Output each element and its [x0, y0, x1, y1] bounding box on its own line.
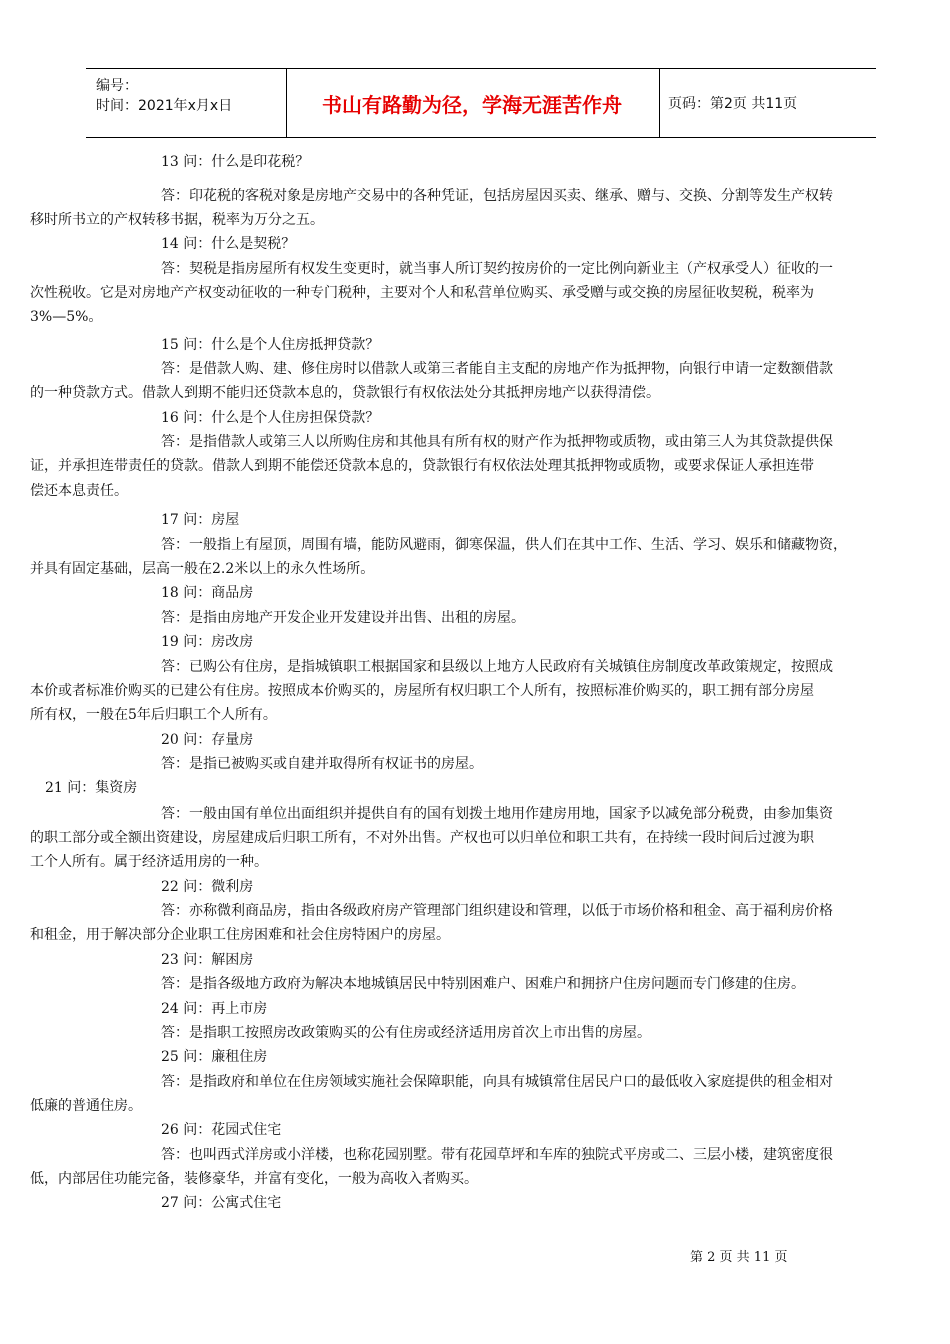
- question-line: 15 问：什么是个人住房抵押贷款？: [161, 337, 380, 353]
- question-line: 17 问：房屋: [161, 512, 240, 528]
- header-meta: [86, 69, 286, 137]
- question-line: 14 问：什么是契税？: [161, 236, 296, 252]
- question-line: 20 问：存量房: [161, 732, 254, 748]
- header-divider-right: [659, 69, 660, 137]
- header-page-number: 页码：第2页 共11页: [668, 96, 798, 112]
- answer-line: 答：已购公有住房，是指城镇职工根据国家和县级以上地方人民政府有关城镇住房制度改革政策规定，按照成: [161, 659, 833, 675]
- answer-line: 答：是指政府和单位在住房领域实施社会保障职能，向具有城镇常住居民户口的最低收入家庭提供的租金相对: [161, 1074, 833, 1090]
- question-line: 23 问：解困房: [161, 952, 254, 968]
- text-line: 低廉的普通住房。: [30, 1098, 142, 1114]
- answer-line: 答：是指已被购买或自建并取得所有权证书的房屋。: [161, 756, 483, 772]
- text-line: 移时所书立的产权转移书据，税率为万分之五。: [30, 212, 324, 228]
- text-line: 的一种贷款方式。借款人到期不能归还贷款本息的，贷款银行有权依法处分其抵押房地产以获得清偿。: [30, 385, 660, 401]
- question-line: 18 问：商品房: [161, 585, 254, 601]
- answer-line: 答：是指职工按照房改政策购买的公有住房或经济适用房首次上市出售的房屋。: [161, 1025, 651, 1041]
- text-line: 的职工部分或全额出资建设，房屋建成后归职工所有，不对外出售。产权也可以归单位和职工共有，在持续一段时间后过渡为职: [30, 830, 814, 846]
- answer-line: 答：契税是指房屋所有权发生变更时，就当事人所订契约按房价的一定比例向新业主（产权承受人）征收的一: [161, 261, 833, 277]
- text-line: 本价或者标准价购买的已建公有住房。按照成本价购买的，房屋所有权归职工个人所有，按照标准价购买的，职工拥有部分房屋: [30, 683, 814, 699]
- text-line: 证，并承担连带责任的贷款。借款人到期不能偿还贷款本息的，贷款银行有权依法处理其抵押物或质物，或要求保证人承担连带: [30, 458, 814, 474]
- text-line: 偿还本息责任。: [30, 483, 128, 499]
- text-line: 低，内部居住功能完备，装修豪华，并富有变化，一般为高收入者购买。: [30, 1171, 478, 1187]
- question-line: 22 问：微利房: [161, 879, 254, 895]
- text-line: 次性税收。它是对房地产产权变动征收的一种专门税种，主要对个人和私营单位购买、承受赠与或交换的房屋征收契税，税率为: [30, 285, 814, 301]
- page-footer: 第 2 页 共 11 页: [690, 1250, 788, 1265]
- text-line: 工个人所有。属于经济适用房的一种。: [30, 854, 268, 870]
- answer-line: 答：也叫西式洋房或小洋楼，也称花园别墅。带有花园草坪和车库的独院式平房或二、三层小楼，建筑密度很: [161, 1147, 833, 1163]
- text-line: 3%—5%。: [30, 309, 103, 325]
- answer-line: 答：是指借款人或第三人以所购住房和其他具有所有权的财产作为抵押物或质物，或由第三人为其贷款提供保: [161, 434, 833, 450]
- header-slogan: 书山有路勤为径，学海无涯苦作舟: [322, 92, 622, 117]
- answer-line: 答：一般指上有屋顶，周围有墙，能防风避雨，御寒保温，供人们在其中工作、生活、学习、娱乐和储藏物资，: [161, 537, 847, 553]
- document-time: 时间：2021年x月x日: [96, 98, 233, 114]
- question-line: 21 问：集资房: [45, 780, 138, 796]
- question-line: 25 问：廉租住房: [161, 1049, 268, 1065]
- question-line: 24 问：再上市房: [161, 1001, 268, 1017]
- answer-line: 答：是指各级地方政府为解决本地城镇居民中特别困难户、困难户和拥挤户住房问题而专门修建的住房。: [161, 976, 805, 992]
- question-line: 16 问：什么是个人住房担保贷款？: [161, 410, 380, 426]
- answer-line: 答：是指由房地产开发企业开发建设并出售、出租的房屋。: [161, 610, 525, 626]
- question-line: 27 问：公寓式住宅: [161, 1195, 282, 1211]
- text-line: 和租金，用于解决部分企业职工住房困难和社会住房特困户的房屋。: [30, 927, 450, 943]
- text-line: 所有权，一般在5年后归职工个人所有。: [30, 707, 277, 723]
- answer-line: 答：是借款人购、建、修住房时以借款人或第三者能自主支配的房地产作为抵押物，向银行申请一定数额借款: [161, 361, 833, 377]
- answer-line: 答：一般由国有单位出面组织并提供自有的国有划拨土地用作建房用地，国家予以减免部分税费，由参加集资: [161, 806, 833, 822]
- question-line: 26 问：花园式住宅: [161, 1122, 282, 1138]
- question-line: 19 问：房改房: [161, 634, 254, 650]
- page-header: [86, 68, 876, 138]
- answer-line: 答：亦称微利商品房，指由各级政府房产管理部门组织建设和管理，以低于市场价格和租金、高于福利房价格: [161, 903, 833, 919]
- document-number: 编号：: [96, 78, 138, 94]
- question-line: 13 问：什么是印花税？: [161, 154, 310, 170]
- answer-line: 答：印花税的客税对象是房地产交易中的各种凭证，包括房屋因买卖、继承、赠与、交换、分割等发生产权转: [161, 188, 833, 204]
- text-line: 并具有固定基础，层高一般在2.2米以上的永久性场所。: [30, 561, 375, 577]
